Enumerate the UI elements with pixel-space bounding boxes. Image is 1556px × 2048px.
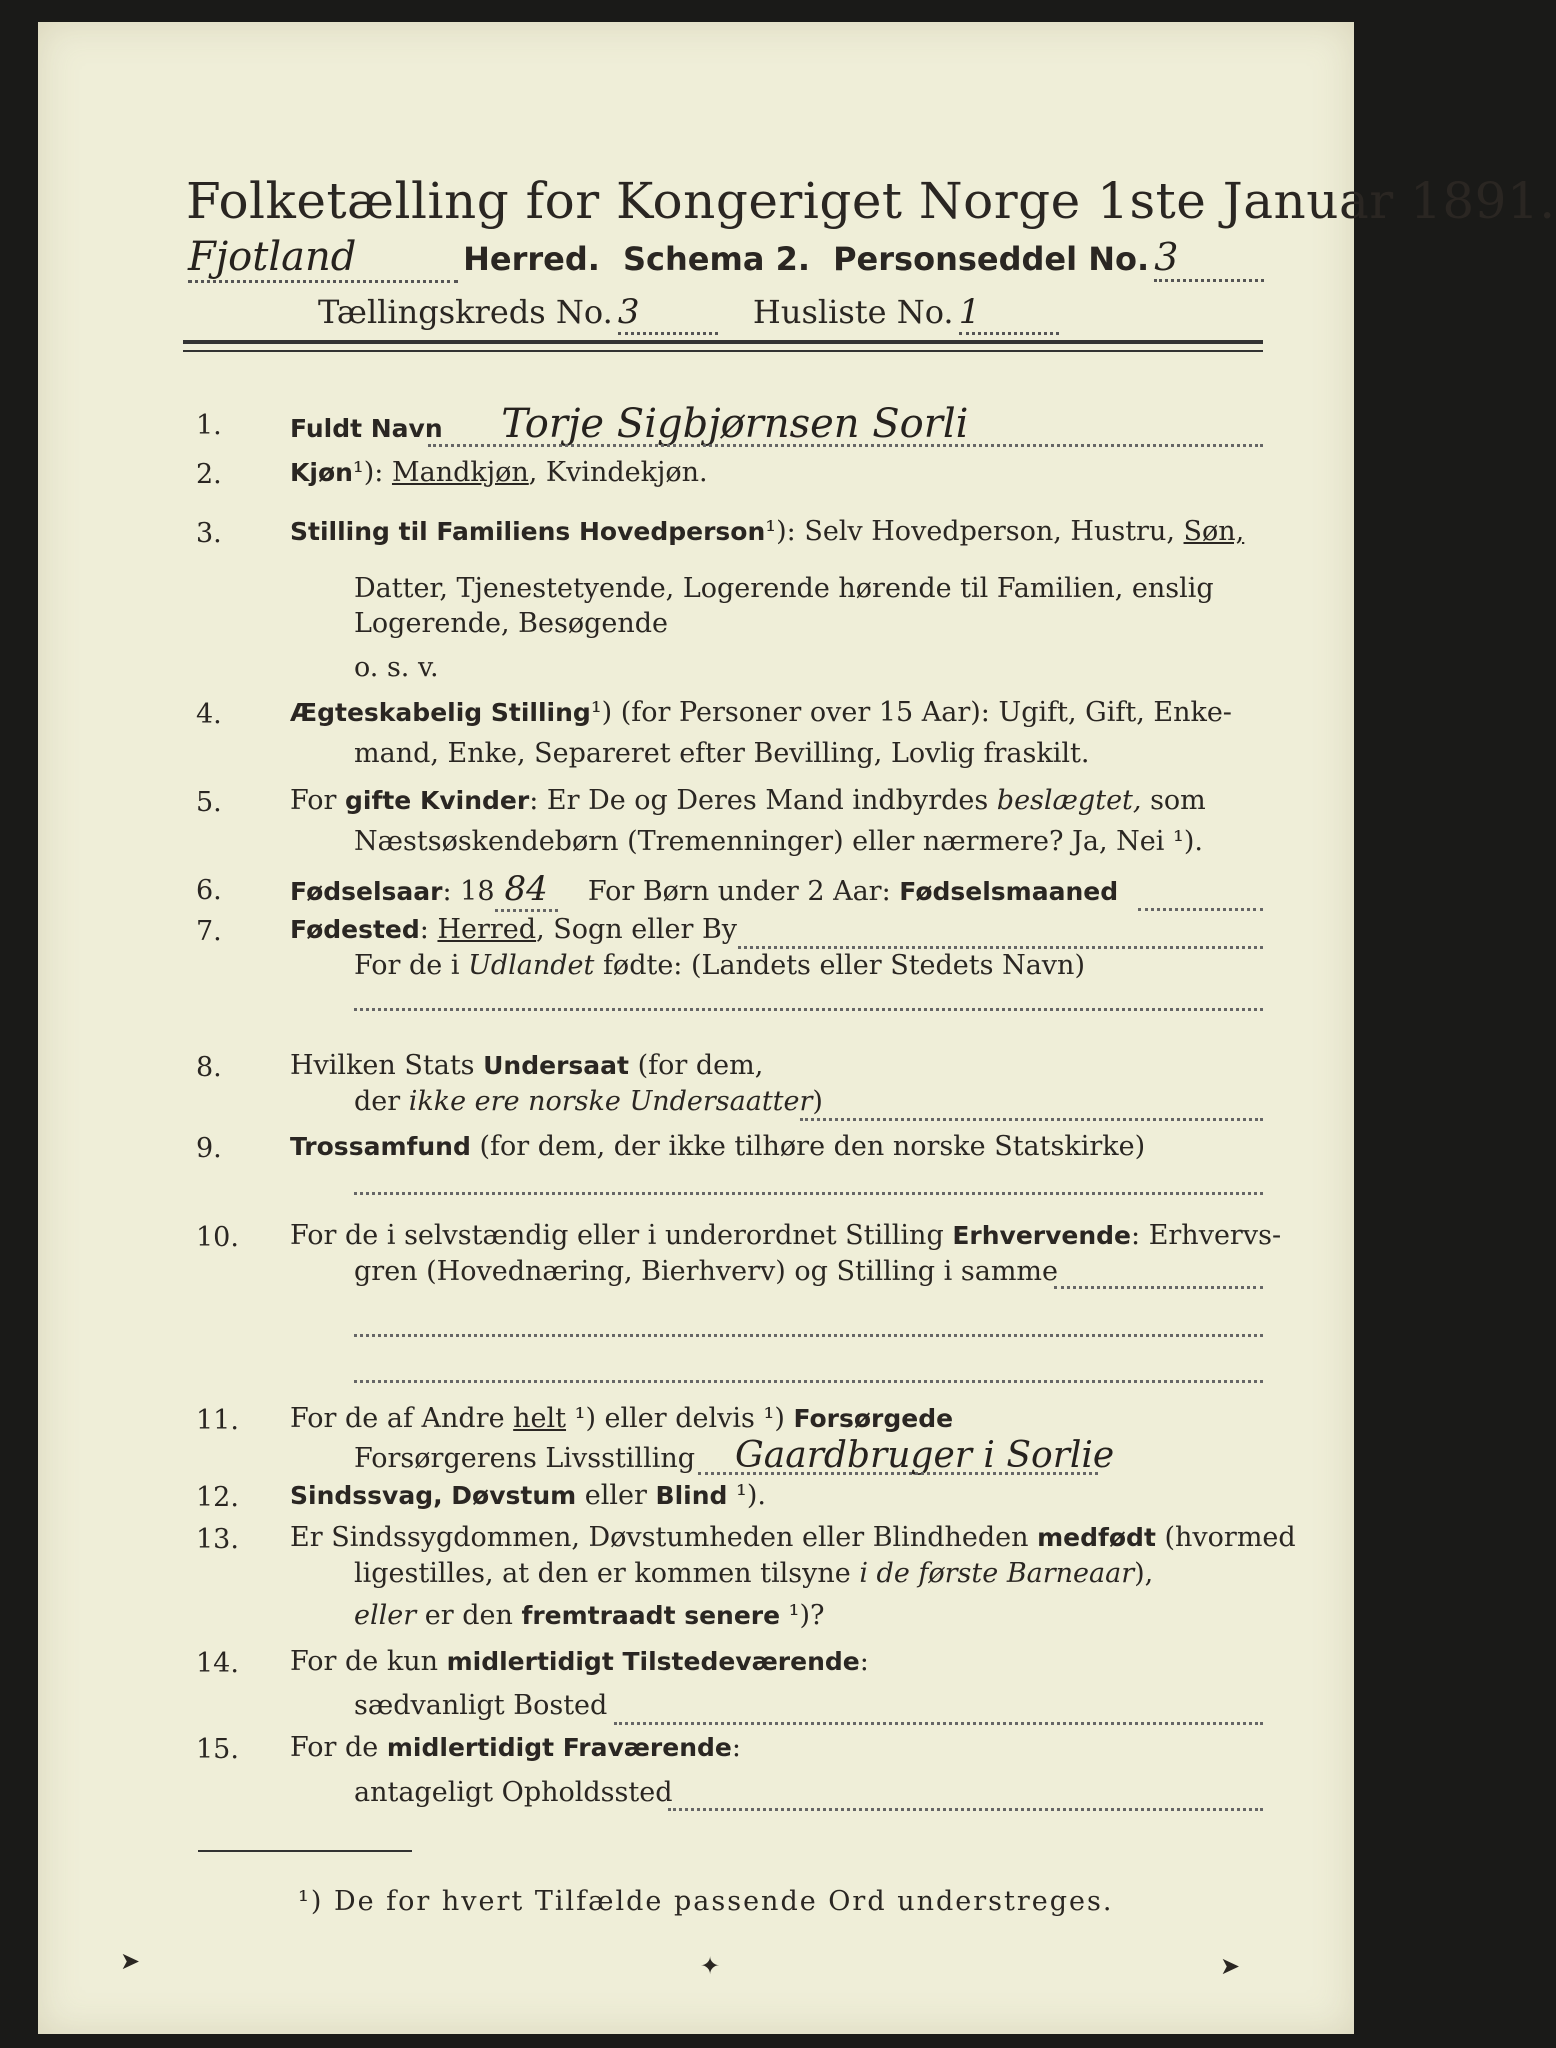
header-rule-thick <box>183 340 1263 344</box>
question-text: For de i <box>354 950 469 981</box>
option-son: Søn, <box>1183 516 1245 547</box>
question-text: : 18 <box>442 876 495 907</box>
question-text: Datter, Tjenestetyende, Logerende hørende til Familien, enslig <box>354 573 1214 604</box>
answer-line <box>668 1808 1263 1811</box>
answer-line <box>354 1192 1263 1195</box>
item-birthplace <box>290 910 737 950</box>
question-text: For de <box>290 1732 387 1763</box>
item-number: 15. <box>196 1734 239 1765</box>
item-family-position <box>290 512 1244 552</box>
question-text: Logerende, Besøgende <box>354 608 668 639</box>
item-temp-present <box>290 1642 869 1682</box>
item-number: 13. <box>196 1524 239 1555</box>
question-label: midlertidigt Tilstedeværende <box>446 1647 860 1676</box>
question-text: Hvilken Stats <box>290 1050 484 1081</box>
question-label: Trossamfund <box>290 1132 471 1161</box>
question-label: Undersaat <box>483 1051 629 1080</box>
kreds-line <box>318 292 1059 335</box>
item-temp-absent <box>290 1728 741 1768</box>
item-number: 1. <box>196 410 222 441</box>
question-text: (for dem, <box>628 1050 764 1081</box>
item-disability <box>290 1476 766 1516</box>
item-number: 14. <box>196 1648 239 1679</box>
item-number: 5. <box>196 787 222 818</box>
question-text: mand, Enke, Separeret efter Bevilling, Lovlig fraskilt. <box>354 738 1090 769</box>
question-text: som <box>1141 785 1206 816</box>
item-number: 8. <box>196 1052 222 1083</box>
question-text: ¹): <box>352 457 392 488</box>
question-text: ¹): Selv Hovedperson, Hustru, <box>765 516 1184 547</box>
kreds-no: 3 <box>618 292 718 335</box>
item-number: 7. <box>196 916 222 947</box>
question-text: For de kun <box>290 1646 447 1677</box>
item-number: 2. <box>196 459 222 490</box>
option-helt: helt <box>513 1403 567 1434</box>
husliste-no: 1 <box>959 292 1059 335</box>
question-text: (hvormed <box>1155 1522 1296 1553</box>
question-text: eller <box>576 1480 656 1511</box>
question-text: Forsørgerens Livsstilling <box>354 1443 696 1474</box>
item-number: 9. <box>196 1133 222 1164</box>
question-text: ¹) (for Personer over 15 Aar): Ugift, Gift, Enke- <box>590 697 1232 728</box>
question-text: er den <box>416 1600 522 1631</box>
header-rule-thin <box>183 350 1263 352</box>
herred-label: Herred. <box>463 240 600 278</box>
personseddel-no: 3 <box>1154 235 1264 282</box>
question-label: Forsørgede <box>793 1404 954 1433</box>
scan-mark: ➤ <box>1220 1952 1241 1980</box>
item-religion <box>290 1127 1145 1167</box>
question-text: Udlandet <box>468 950 595 981</box>
question-text: gren (Hovednæring, Bierhverv) og Stilling i samme <box>354 1256 1059 1287</box>
question-label: Kjøn <box>290 458 353 487</box>
question-text: antageligt Opholdssted <box>354 1777 673 1808</box>
item-congenital-cont <box>354 1554 1153 1594</box>
personseddel-label: Personseddel No. <box>833 240 1150 278</box>
schema-label: Schema 2. <box>623 240 810 278</box>
answer-line <box>800 1118 1263 1121</box>
question-text: ¹)? <box>780 1600 825 1631</box>
question-text: For de i selvstændig eller i underordnet Stilling <box>290 1220 953 1251</box>
item-citizenship <box>290 1046 763 1086</box>
item-citizenship-cont <box>354 1082 823 1122</box>
question-text: ligestilles, at den er kommen tilsyne <box>354 1558 860 1589</box>
herred-name: Fjotland <box>188 234 458 283</box>
question-text: der <box>354 1086 409 1117</box>
answer-line <box>1054 1286 1263 1289</box>
item-full-name <box>290 401 969 449</box>
question-text: : Er De og Deres Mand indbyrdes <box>529 785 997 816</box>
question-text: Næstsøskendebørn (Tremenninger) eller nærmere? Ja, Nei ¹). <box>354 826 1203 857</box>
answer-full-name: Torje Sigbjørnsen Sorli <box>501 401 969 447</box>
answer-line <box>1138 908 1263 911</box>
item-number: 4. <box>196 699 222 730</box>
question-text: For de af Andre <box>290 1403 514 1434</box>
question-text: eller <box>354 1600 417 1631</box>
question-text: beslægtet, <box>996 785 1142 816</box>
question-text: ¹) eller delvis ¹) <box>566 1403 794 1434</box>
question-text: For <box>290 785 346 816</box>
answer-line <box>698 1472 1098 1475</box>
question-text: , Sogn eller By <box>536 914 738 945</box>
question-label: Fødselsmaaned <box>899 877 1119 906</box>
census-form-sheet <box>38 22 1556 2034</box>
answer-line <box>354 1334 1263 1337</box>
kreds-label: Tællingskreds No. <box>318 293 613 331</box>
answer-birth-year: 84 <box>495 869 558 912</box>
question-text: ¹). <box>727 1480 766 1511</box>
answer-line <box>614 1722 1263 1725</box>
question-label: midlertidigt Fraværende <box>386 1733 732 1762</box>
option-mandkjon: Mandkjøn <box>391 457 529 488</box>
question-label: Sindssvag, Døvstum <box>290 1481 577 1510</box>
question-label: gifte Kvinder <box>345 786 530 815</box>
question-text: fødte: (Landets eller Stedets Navn) <box>594 950 1085 981</box>
question-label: Fødested <box>290 915 420 944</box>
item-congenital-cont2 <box>354 1596 825 1636</box>
question-text: i de første Barneaar <box>859 1558 1135 1589</box>
form-title: Folketælling for Kongeriget Norge 1ste Januar 1891. <box>186 172 1556 230</box>
item-number: 10. <box>196 1222 239 1253</box>
answer-line <box>428 444 1263 447</box>
item-number: 6. <box>196 875 222 906</box>
question-text: For Børn under 2 Aar: <box>587 876 900 907</box>
question-label: Ægteskabelig Stilling <box>290 698 591 727</box>
item-birthplace-abroad <box>354 946 1085 986</box>
question-text: : <box>859 1646 869 1677</box>
footnote: ¹) De for hvert Tilfælde passende Ord understreges. <box>298 1886 1114 1917</box>
question-label: Blind <box>655 1481 728 1510</box>
question-text: o. s. v. <box>354 652 439 683</box>
question-label: Fødselsaar <box>290 877 443 906</box>
item-supported <box>290 1399 953 1439</box>
option-kvindekjon: , Kvindekjøn. <box>528 457 708 488</box>
item-congenital <box>290 1518 1296 1558</box>
item-birth-year <box>290 869 1118 912</box>
question-label: Stilling til Familiens Hovedperson <box>290 517 766 546</box>
question-text: ), <box>1134 1558 1154 1589</box>
item-sex <box>290 453 708 493</box>
herred-line <box>188 234 1264 283</box>
question-text: sædvanligt Bosted <box>354 1690 608 1721</box>
item-number: 3. <box>196 518 222 549</box>
scan-mark: ➤ <box>120 1947 141 1975</box>
option-herred: Herred <box>437 914 537 945</box>
question-text: : <box>419 914 438 945</box>
question-text: Er Sindssygdommen, Døvstumheden eller Blindheden <box>290 1522 1038 1553</box>
question-text: : Erhvervs- <box>1131 1220 1282 1251</box>
husliste-label: Husliste No. <box>752 293 954 331</box>
answer-supporter-occupation: Gaardbruger i Sorlie <box>735 1435 1115 1476</box>
answer-line <box>354 1380 1263 1383</box>
question-label: medfødt <box>1037 1523 1156 1552</box>
question-text: ikke ere norske Undersaatter <box>408 1086 813 1117</box>
footnote-rule <box>198 1850 412 1852</box>
item-married-women <box>290 781 1206 821</box>
question-label: Erhvervende <box>952 1221 1132 1250</box>
item-marital <box>290 693 1232 733</box>
question-text: (for dem, der ikke tilhøre den norske Statskirke) <box>470 1131 1146 1162</box>
scan-mark: ✦ <box>700 1952 721 1980</box>
question-label: Fuldt Navn <box>290 414 443 443</box>
question-label: fremtraadt senere <box>521 1601 781 1630</box>
item-number: 12. <box>196 1482 239 1513</box>
item-occupation <box>290 1216 1281 1256</box>
answer-line <box>354 1008 1263 1011</box>
question-text: : <box>731 1732 741 1763</box>
item-number: 11. <box>196 1405 239 1436</box>
question-text: ) <box>812 1086 823 1117</box>
